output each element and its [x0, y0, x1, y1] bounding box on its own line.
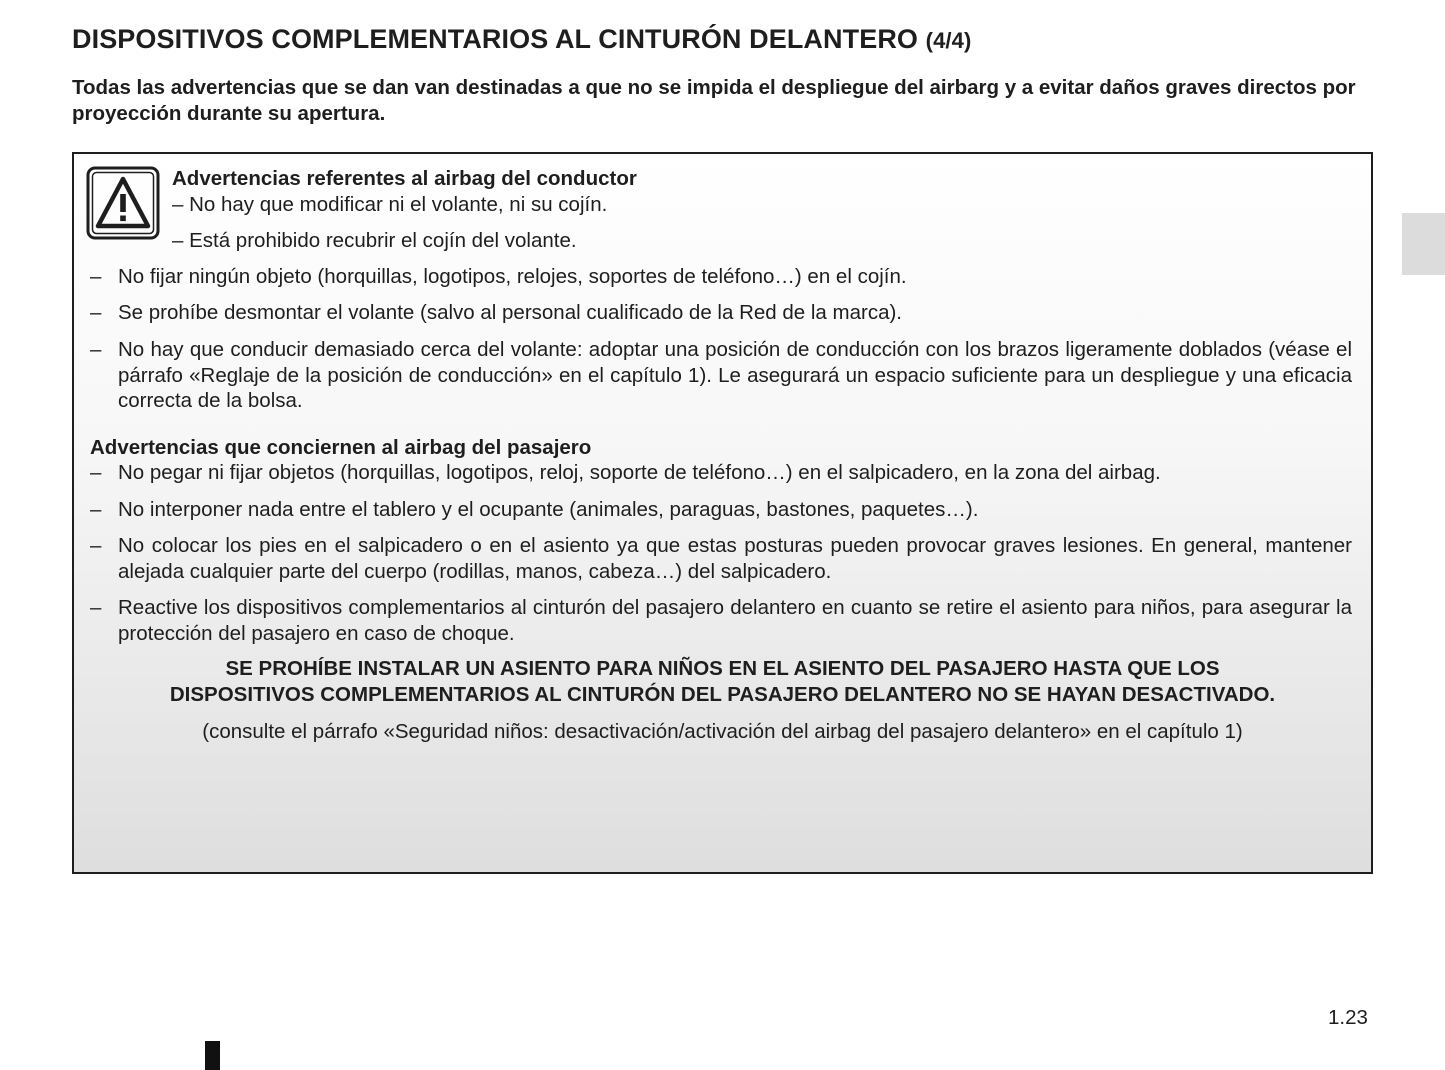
chapter-reference: (consulte el párrafo «Seguridad niños: desactivación/activación del airbag del pasajero delantero» en el capítulo 1): [202, 720, 1243, 743]
chapter-side-tab: [1402, 213, 1445, 275]
bullet-text: Se prohíbe desmontar el volante (salvo al personal cualificado de la Red de la marca).: [118, 301, 902, 324]
bullet-dash: –: [90, 596, 102, 619]
bullet-dash: –: [90, 265, 102, 288]
driver-line: – Está prohibido recubrir el cojín del volante.: [172, 229, 577, 252]
print-corner-mark: [205, 1041, 220, 1070]
notice-line: DISPOSITIVOS COMPLEMENTARIOS AL CINTURÓN DEL PASAJERO DELANTERO NO SE HAYAN DESACTIVADO.: [169, 683, 1276, 706]
passenger-bullet: [90, 595, 1352, 646]
bullet-text: Reactive los dispositivos complementarios al cinturón del pasajero delantero en cuanto se retire el asiento para niños, para asegurar la protección del pasajero en caso de choque.: [118, 596, 1352, 645]
bullet-dash: –: [90, 498, 102, 521]
bullet-dash: –: [90, 301, 102, 324]
passenger-airbag-heading: Advertencias que conciernen al airbag del pasajero: [90, 436, 592, 459]
driver-line: – No hay que modificar ni el volante, ni su cojín.: [172, 193, 608, 216]
bullet-dash: –: [90, 534, 102, 557]
driver-bullet: [90, 264, 1352, 290]
page-number: 1.23: [1328, 1006, 1368, 1029]
page-title-suffix: (4/4): [925, 28, 972, 53]
passenger-bullet: [90, 533, 1352, 584]
bullet-text: No fijar ningún objeto (horquillas, logotipos, relojes, soportes de teléfono…) en el cojín.: [118, 265, 907, 288]
passenger-bullet: [90, 460, 1352, 486]
page-title-text: DISPOSITIVOS COMPLEMENTARIOS AL CINTURÓN DELANTERO: [72, 24, 919, 54]
passenger-bullet: [90, 497, 1352, 523]
bullet-text: No pegar ni fijar objetos (horquillas, logotipos, reloj, soporte de teléfono…) en el salpicadero, en la zona del airbag.: [118, 461, 1161, 484]
driver-airbag-heading: Advertencias referentes al airbag del conductor: [172, 167, 637, 190]
driver-bullet: [90, 300, 1352, 326]
bullet-text: No interponer nada entre el tablero y el ocupante (animales, paraguas, bastones, paquetes…).: [118, 498, 979, 521]
warning-triangle-icon: [86, 166, 160, 240]
warning-box: [72, 152, 1373, 874]
bullet-text: No hay que conducir demasiado cerca del volante: adoptar una posición de conducción con los brazos ligeramente doblados (véase el párrafo «Reglaje de la posición de conducción» en el capítulo 1). Le asegurará un espacio suficiente para un despliegue y una eficacia correcta de la bolsa.: [118, 338, 1352, 412]
driver-bullet: [90, 337, 1352, 414]
bullet-text: No colocar los pies en el salpicadero o en el asiento ya que estas posturas pueden provocar graves lesiones. En general, mantener alejada cualquier parte del cuerpo (rodillas, manos, cabeza…) del salpicadero.: [118, 534, 1352, 583]
bullet-dash: –: [90, 461, 102, 484]
child-seat-prohibition-notice: [74, 656, 1371, 708]
page-title: [72, 24, 971, 55]
notice-line: SE PROHÍBE INSTALAR UN ASIENTO PARA NIÑOS EN EL ASIENTO DEL PASAJERO HASTA QUE LOS: [225, 657, 1220, 680]
intro-paragraph: Todas las advertencias que se dan van destinadas a que no se impida el despliegue del airbarg y a evitar daños graves directos por proyección durante su apertura.: [72, 76, 1356, 125]
bullet-dash: –: [90, 338, 102, 361]
